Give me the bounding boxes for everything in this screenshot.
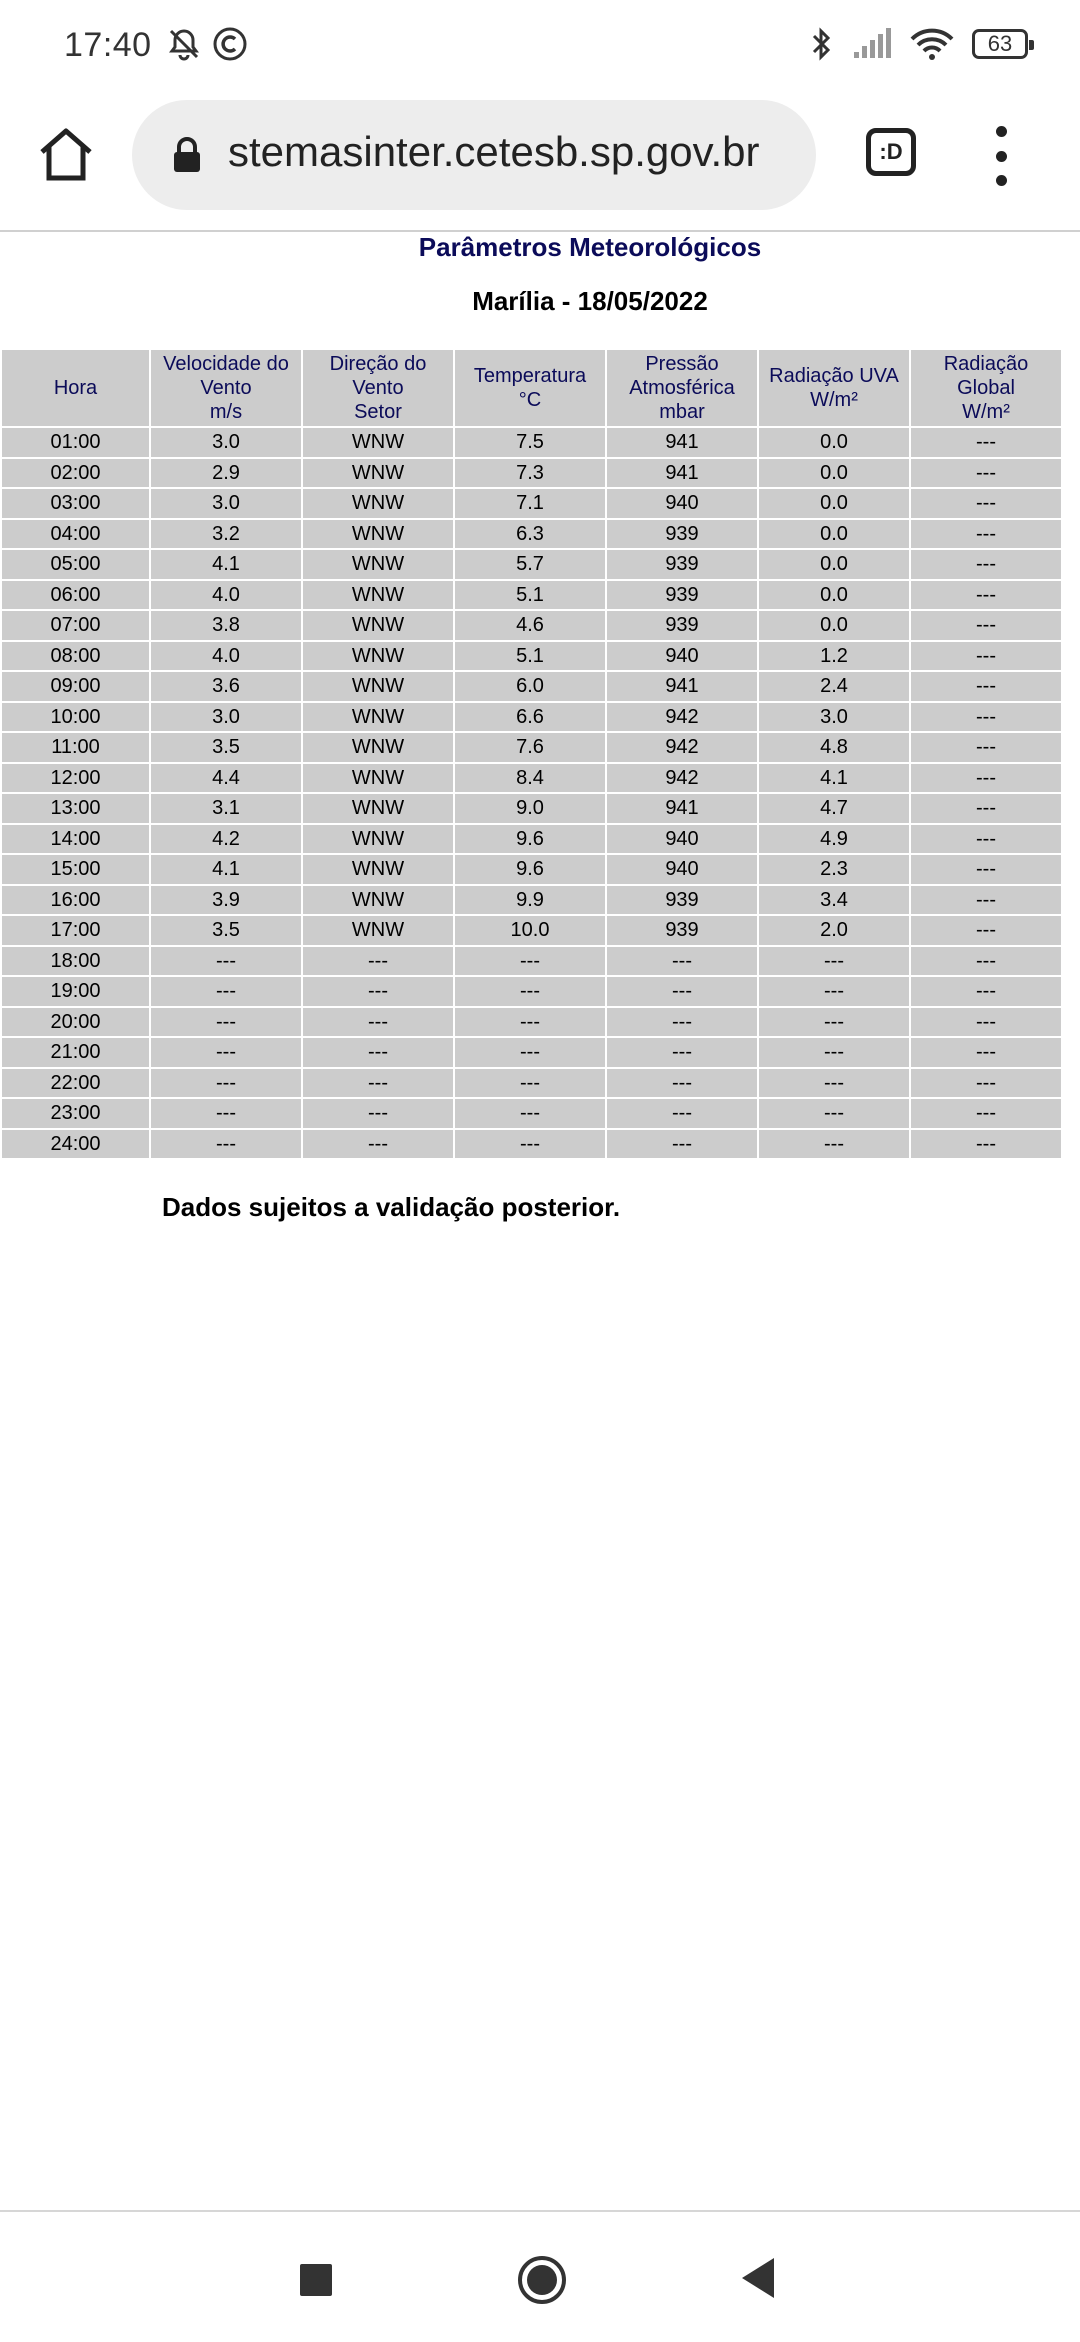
table-cell: WNW xyxy=(302,915,454,946)
table-row xyxy=(1,671,1062,702)
table-cell: --- xyxy=(758,946,910,977)
table-cell: 08:00 xyxy=(1,641,150,672)
table-cell: --- xyxy=(910,488,1062,519)
table-cell: WNW xyxy=(302,641,454,672)
table-cell: --- xyxy=(910,1068,1062,1099)
table-cell: 2.9 xyxy=(150,458,302,489)
table-cell: 5.1 xyxy=(454,641,606,672)
table-cell: 0.0 xyxy=(758,580,910,611)
column-header-line: Vento xyxy=(352,377,404,399)
table-cell: --- xyxy=(758,1098,910,1129)
table-cell: --- xyxy=(606,1129,758,1160)
table-cell: 4.8 xyxy=(758,732,910,763)
column-header-line: Radiação xyxy=(943,353,1029,375)
column-header-line: Temperatura xyxy=(473,365,587,387)
table-cell: 939 xyxy=(606,580,758,611)
table-cell: --- xyxy=(910,946,1062,977)
table-cell: WNW xyxy=(302,610,454,641)
table-cell: 4.9 xyxy=(758,824,910,855)
table-cell: 01:00 xyxy=(1,427,150,458)
table-cell: WNW xyxy=(302,671,454,702)
column-header-line: Hora xyxy=(53,377,98,399)
table-cell: --- xyxy=(302,1068,454,1099)
table-row xyxy=(1,549,1062,580)
table-cell: 4.7 xyxy=(758,793,910,824)
table-cell: --- xyxy=(454,976,606,1007)
table-cell: --- xyxy=(302,1098,454,1129)
table-cell: 7.5 xyxy=(454,427,606,458)
status-system-icons xyxy=(810,26,1028,62)
table-cell: WNW xyxy=(302,885,454,916)
table-cell: WNW xyxy=(302,854,454,885)
table-cell: --- xyxy=(454,1068,606,1099)
column-header xyxy=(150,349,302,427)
table-cell: 9.6 xyxy=(454,854,606,885)
table-row xyxy=(1,1068,1062,1099)
table-body xyxy=(1,427,1062,1159)
table-cell: 05:00 xyxy=(1,549,150,580)
table-cell: 15:00 xyxy=(1,854,150,885)
table-cell: 940 xyxy=(606,641,758,672)
table-cell: 939 xyxy=(606,519,758,550)
table-cell: --- xyxy=(910,427,1062,458)
table-cell: 09:00 xyxy=(1,671,150,702)
table-cell: --- xyxy=(150,946,302,977)
table-cell: --- xyxy=(150,976,302,1007)
table-cell: 942 xyxy=(606,732,758,763)
table-cell: 942 xyxy=(606,763,758,794)
column-header-line: W/m² xyxy=(810,389,858,411)
back-button[interactable] xyxy=(742,2258,774,2298)
table-cell: --- xyxy=(910,976,1062,1007)
table-cell: 939 xyxy=(606,885,758,916)
column-header xyxy=(454,349,606,427)
table-row xyxy=(1,702,1062,733)
table-cell: 2.4 xyxy=(758,671,910,702)
table-cell: 3.0 xyxy=(758,702,910,733)
menu-dot-icon xyxy=(996,175,1007,186)
table-cell: 4.2 xyxy=(150,824,302,855)
table-cell: 3.5 xyxy=(150,732,302,763)
table-cell: 24:00 xyxy=(1,1129,150,1160)
home-button[interactable] xyxy=(34,122,98,186)
table-cell: 941 xyxy=(606,458,758,489)
table-cell: --- xyxy=(454,1007,606,1038)
table-cell: 0.0 xyxy=(758,610,910,641)
url-text[interactable]: stemasinter.cetesb.sp.gov.br xyxy=(228,128,760,175)
table-cell: 4.1 xyxy=(150,854,302,885)
table-cell: --- xyxy=(606,1098,758,1129)
table-cell: 4.0 xyxy=(150,580,302,611)
table-row xyxy=(1,641,1062,672)
column-header-line: Velocidade do xyxy=(163,353,289,375)
status-time: 17:40 xyxy=(64,26,152,64)
table-cell: --- xyxy=(302,946,454,977)
table-cell: 21:00 xyxy=(1,1037,150,1068)
column-header-line: °C xyxy=(518,389,542,411)
table-cell: WNW xyxy=(302,824,454,855)
table-cell: --- xyxy=(606,1037,758,1068)
table-cell: 4.1 xyxy=(758,763,910,794)
table-cell: 6.6 xyxy=(454,702,606,733)
more-menu-button[interactable] xyxy=(990,126,1012,186)
status-notification-icons xyxy=(166,26,248,62)
table-cell: --- xyxy=(910,549,1062,580)
browser-toolbar xyxy=(0,92,1080,232)
table-cell: 940 xyxy=(606,488,758,519)
table-cell: 4.1 xyxy=(150,549,302,580)
table-cell: 0.0 xyxy=(758,427,910,458)
table-cell: WNW xyxy=(302,519,454,550)
table-cell: --- xyxy=(150,1007,302,1038)
table-cell: 14:00 xyxy=(1,824,150,855)
table-cell: 13:00 xyxy=(1,793,150,824)
table-cell: WNW xyxy=(302,488,454,519)
table-cell: WNW xyxy=(302,458,454,489)
column-header-line: Vento xyxy=(200,377,252,399)
table-cell: 02:00 xyxy=(1,458,150,489)
table-cell: --- xyxy=(150,1037,302,1068)
table-cell: --- xyxy=(758,1129,910,1160)
table-cell: --- xyxy=(910,458,1062,489)
table-cell: 939 xyxy=(606,610,758,641)
table-cell: --- xyxy=(302,1037,454,1068)
table-cell: --- xyxy=(606,946,758,977)
table-cell: WNW xyxy=(302,763,454,794)
column-header-line: Pressão xyxy=(645,353,719,375)
nav-home-button[interactable] xyxy=(516,2254,568,2306)
table-cell: 17:00 xyxy=(1,915,150,946)
menu-dot-icon xyxy=(996,151,1007,162)
table-row xyxy=(1,1007,1062,1038)
table-cell: 4.6 xyxy=(454,610,606,641)
table-cell: 2.3 xyxy=(758,854,910,885)
table-cell: --- xyxy=(302,1129,454,1160)
table-cell: 942 xyxy=(606,702,758,733)
weather-table xyxy=(0,348,1063,1160)
table-cell: 18:00 xyxy=(1,946,150,977)
mute-alarm-icon xyxy=(166,26,202,62)
table-cell: 20:00 xyxy=(1,1007,150,1038)
table-cell: 06:00 xyxy=(1,580,150,611)
table-cell: --- xyxy=(606,976,758,1007)
table-cell: --- xyxy=(910,1098,1062,1129)
table-cell: --- xyxy=(910,641,1062,672)
table-cell: 939 xyxy=(606,549,758,580)
table-row xyxy=(1,1037,1062,1068)
table-row xyxy=(1,427,1062,458)
table-cell: 941 xyxy=(606,793,758,824)
table-cell: 04:00 xyxy=(1,519,150,550)
table-cell: --- xyxy=(910,824,1062,855)
column-header xyxy=(302,349,454,427)
table-cell: WNW xyxy=(302,793,454,824)
table-header-row xyxy=(1,349,1062,427)
home-icon xyxy=(37,126,95,182)
status-bar xyxy=(0,0,1080,92)
table-row xyxy=(1,885,1062,916)
table-cell: 6.0 xyxy=(454,671,606,702)
table-cell: --- xyxy=(758,1037,910,1068)
table-cell: --- xyxy=(302,976,454,1007)
table-cell: --- xyxy=(302,1007,454,1038)
table-row xyxy=(1,793,1062,824)
table-cell: --- xyxy=(910,915,1062,946)
table-cell: 9.0 xyxy=(454,793,606,824)
table-cell: 0.0 xyxy=(758,549,910,580)
table-cell: 9.6 xyxy=(454,824,606,855)
table-cell: 3.8 xyxy=(150,610,302,641)
table-row xyxy=(1,824,1062,855)
table-cell: 10:00 xyxy=(1,702,150,733)
table-cell: --- xyxy=(910,519,1062,550)
tab-switcher-label: :D xyxy=(879,139,903,164)
column-header xyxy=(758,349,910,427)
table-cell: 3.2 xyxy=(150,519,302,550)
column-header-line: m/s xyxy=(209,401,243,423)
column-header-line: mbar xyxy=(659,401,705,423)
table-cell: WNW xyxy=(302,732,454,763)
wifi-icon xyxy=(910,27,954,61)
table-cell: 941 xyxy=(606,671,758,702)
table-cell: --- xyxy=(606,1007,758,1038)
table-cell: 0.0 xyxy=(758,519,910,550)
table-cell: 2.0 xyxy=(758,915,910,946)
table-cell: 07:00 xyxy=(1,610,150,641)
table-cell: 12:00 xyxy=(1,763,150,794)
table-cell: 10.0 xyxy=(454,915,606,946)
table-cell: --- xyxy=(758,976,910,1007)
table-cell: 1.2 xyxy=(758,641,910,672)
table-cell: --- xyxy=(454,1129,606,1160)
table-cell: WNW xyxy=(302,702,454,733)
table-cell: --- xyxy=(150,1129,302,1160)
c-icon xyxy=(212,26,248,62)
table-cell: 3.0 xyxy=(150,488,302,519)
lock-icon[interactable] xyxy=(172,136,202,174)
column-header-line: Radiação UVA xyxy=(769,365,899,387)
table-row xyxy=(1,915,1062,946)
table-cell: --- xyxy=(454,946,606,977)
column-header-line: Atmosférica xyxy=(629,377,735,399)
column-header xyxy=(910,349,1062,427)
table-row xyxy=(1,610,1062,641)
table-cell: --- xyxy=(910,580,1062,611)
table-cell: 5.1 xyxy=(454,580,606,611)
table-cell: 19:00 xyxy=(1,976,150,1007)
table-cell: 3.4 xyxy=(758,885,910,916)
recents-button[interactable] xyxy=(300,2264,332,2296)
table-cell: 4.0 xyxy=(150,641,302,672)
table-cell: --- xyxy=(910,1007,1062,1038)
column-header xyxy=(1,349,150,427)
table-row xyxy=(1,976,1062,1007)
table-cell: --- xyxy=(910,610,1062,641)
tab-switcher-button[interactable] xyxy=(866,128,916,176)
table-cell: WNW xyxy=(302,580,454,611)
table-cell: --- xyxy=(910,854,1062,885)
table-cell: 03:00 xyxy=(1,488,150,519)
url-bar[interactable] xyxy=(132,100,816,210)
table-cell: 940 xyxy=(606,854,758,885)
table-row xyxy=(1,488,1062,519)
bluetooth-icon xyxy=(810,26,834,62)
validation-note: Dados sujeitos a validação posterior. xyxy=(162,1192,621,1222)
page-subtitle: Marília - 18/05/2022 xyxy=(472,286,708,316)
table-cell: 0.0 xyxy=(758,488,910,519)
battery-icon xyxy=(972,29,1028,59)
table-cell: --- xyxy=(910,793,1062,824)
page-title: Parâmetros Meteorológicos xyxy=(418,232,762,262)
table-cell: 3.1 xyxy=(150,793,302,824)
table-cell: 940 xyxy=(606,824,758,855)
table-cell: --- xyxy=(910,671,1062,702)
table-cell: WNW xyxy=(302,427,454,458)
table-cell: 0.0 xyxy=(758,458,910,489)
table-cell: 4.4 xyxy=(150,763,302,794)
table-cell: --- xyxy=(454,1098,606,1129)
table-cell: 7.3 xyxy=(454,458,606,489)
table-cell: --- xyxy=(910,1037,1062,1068)
table-row xyxy=(1,1129,1062,1160)
table-cell: 9.9 xyxy=(454,885,606,916)
column-header-line: W/m² xyxy=(962,401,1010,423)
table-row xyxy=(1,519,1062,550)
table-cell: --- xyxy=(910,702,1062,733)
table-cell: --- xyxy=(454,1037,606,1068)
table-cell: --- xyxy=(910,885,1062,916)
table-cell: --- xyxy=(910,763,1062,794)
table-cell: 941 xyxy=(606,427,758,458)
table-cell: 8.4 xyxy=(454,763,606,794)
column-header xyxy=(606,349,758,427)
table-cell: --- xyxy=(910,732,1062,763)
table-cell: 7.1 xyxy=(454,488,606,519)
table-row xyxy=(1,854,1062,885)
table-cell: --- xyxy=(150,1068,302,1099)
table-row xyxy=(1,458,1062,489)
table-row xyxy=(1,763,1062,794)
table-cell: 5.7 xyxy=(454,549,606,580)
table-row xyxy=(1,946,1062,977)
signal-icon xyxy=(852,28,892,60)
menu-dot-icon xyxy=(996,126,1007,137)
table-cell: 939 xyxy=(606,915,758,946)
system-nav-bar xyxy=(0,2210,1080,2342)
table-cell: 22:00 xyxy=(1,1068,150,1099)
table-cell: 11:00 xyxy=(1,732,150,763)
table-row xyxy=(1,732,1062,763)
table-cell: 3.5 xyxy=(150,915,302,946)
table-cell: 16:00 xyxy=(1,885,150,916)
battery-level: 63 xyxy=(987,31,1013,56)
table-cell: 3.6 xyxy=(150,671,302,702)
table-cell: --- xyxy=(758,1007,910,1038)
column-header-line: Global xyxy=(957,377,1015,399)
table-cell: 3.0 xyxy=(150,427,302,458)
table-cell: --- xyxy=(606,1068,758,1099)
table-cell: 7.6 xyxy=(454,732,606,763)
table-cell: 23:00 xyxy=(1,1098,150,1129)
table-cell: --- xyxy=(150,1098,302,1129)
table-cell: --- xyxy=(758,1068,910,1099)
table-cell: 3.9 xyxy=(150,885,302,916)
table-cell: 6.3 xyxy=(454,519,606,550)
column-header-line: Direção do xyxy=(329,353,427,375)
table-row xyxy=(1,580,1062,611)
table-cell: --- xyxy=(910,1129,1062,1160)
table-row xyxy=(1,1098,1062,1129)
table-cell: WNW xyxy=(302,549,454,580)
table-cell: 3.0 xyxy=(150,702,302,733)
column-header-line: Setor xyxy=(354,401,402,423)
